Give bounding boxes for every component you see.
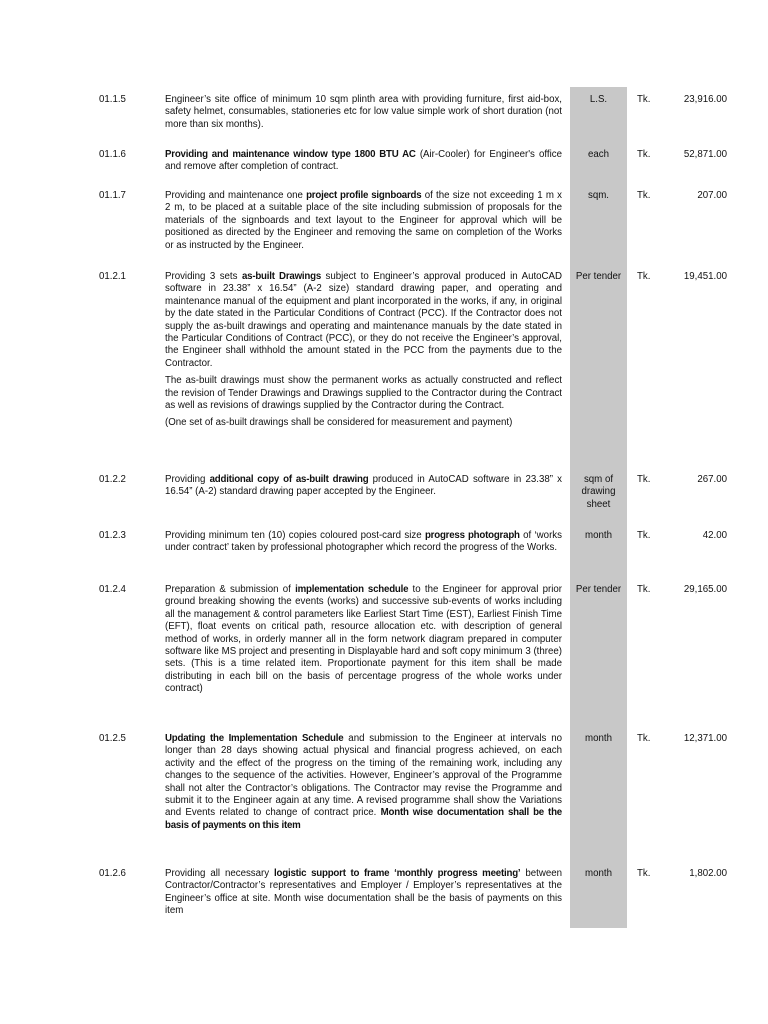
item-unit: L.S. xyxy=(589,94,608,105)
item-unit: month xyxy=(585,733,612,744)
description-paragraph xyxy=(165,190,562,252)
item-unit: sqm. xyxy=(588,190,609,201)
item-rate: 1,802.00 xyxy=(689,868,727,879)
description-paragraph xyxy=(165,271,562,370)
item-code: 01.2.4 xyxy=(99,584,126,595)
description-text: Providing xyxy=(165,474,210,485)
description-paragraph xyxy=(165,530,562,555)
description-paragraph xyxy=(165,868,562,918)
description-paragraph xyxy=(165,417,562,429)
description-text: Providing 3 sets xyxy=(165,271,242,282)
item-rate: 23,916.00 xyxy=(683,94,727,105)
description-paragraph xyxy=(165,474,562,499)
item-rate: 19,451.00 xyxy=(683,271,727,282)
item-description xyxy=(165,271,562,430)
description-paragraph xyxy=(165,733,562,832)
description-bold-text: Providing and maintenance window type 1800 BTU AC xyxy=(165,149,416,160)
item-unit: month xyxy=(585,868,612,879)
item-rate: 52,871.00 xyxy=(683,149,727,160)
description-bold-text: as-built Drawings xyxy=(241,271,322,282)
description-bold-text: implementation schedule xyxy=(295,584,409,595)
item-rate: 207.00 xyxy=(697,190,727,201)
item-unit: sqm of drawing sheet xyxy=(581,474,616,510)
item-currency: Tk. xyxy=(637,149,651,160)
item-description xyxy=(165,190,562,252)
item-unit: each xyxy=(587,149,609,160)
item-rate: 12,371.00 xyxy=(683,733,727,744)
item-currency: Tk. xyxy=(637,733,651,744)
description-text: (One set of as-built drawings shall be considered for measurement and payment) xyxy=(165,417,513,429)
item-code: 01.2.5 xyxy=(99,733,126,744)
description-bold-text: additional copy of as-built drawing xyxy=(209,474,369,485)
item-currency: Tk. xyxy=(637,190,651,201)
description-bold-text: project profile signboards xyxy=(306,190,422,201)
description-text: Providing and maintenance one xyxy=(165,190,307,201)
item-rate: 42.00 xyxy=(702,530,727,541)
item-code: 01.1.6 xyxy=(99,149,126,160)
description-text: of ‘works under contract’ taken by professional photographer which record the progress of the Works. xyxy=(165,530,562,554)
item-currency: Tk. xyxy=(637,868,651,879)
item-description xyxy=(165,584,562,696)
item-currency: Tk. xyxy=(637,474,651,485)
item-code: 01.1.5 xyxy=(99,94,126,105)
description-text: The as-built drawings must show the permanent works as actually constructed and reflect the revision of Tender Drawings and Drawings supplied to the Contractor during the Contract as well as revisions of drawings supplied by the Contractor during the Contract. xyxy=(165,375,562,412)
item-unit: month xyxy=(585,530,612,541)
description-bold-text: progress photograph xyxy=(424,530,520,541)
item-description xyxy=(165,149,562,174)
description-bold-text: Updating the Implementation Schedule xyxy=(165,733,344,744)
item-rate: 29,165.00 xyxy=(683,584,727,595)
item-unit: Per tender xyxy=(575,271,622,282)
item-description xyxy=(165,868,562,918)
item-description xyxy=(165,94,562,131)
description-text: and submission to the Engineer at intervals no longer than 28 days showing actual physical and financial progress achieved, on each activity and the effect of the progress on the timing of the remaining work, including any changes to the sequence of the activities. However, Engineer’s approval of the Programme shall not alter the Contractor’s obligations. The Contractor may revise the Programme and submit it to the Engineer again at any time. A revised programme shall show the Variations and Events related to change of contract price. xyxy=(165,733,562,819)
description-paragraph xyxy=(165,94,562,131)
description-paragraph xyxy=(165,584,562,696)
item-unit: Per tender xyxy=(575,584,622,595)
description-paragraph xyxy=(165,375,562,412)
item-code: 01.2.3 xyxy=(99,530,126,541)
item-code: 01.2.1 xyxy=(99,271,126,282)
item-description xyxy=(165,733,562,832)
item-description xyxy=(165,530,562,555)
item-currency: Tk. xyxy=(637,94,651,105)
item-currency: Tk. xyxy=(637,584,651,595)
item-currency: Tk. xyxy=(637,530,651,541)
description-text: subject to Engineer’s approval produced in AutoCAD software in 23.38” x 16.54” (A-2 size) standard drawing paper, and operating and maintenance manual of the equipment and plant incorporated in the works, if any, in original by the date stated in the Particular Conditions of Contract (PCC). If the Contractor does not supply the as-built drawings and operating and maintenance manuals by the date stated in the Particular Conditions of Contract (PCC), or they do not receive the Engineer’s approval, the Engineer shall withhold the amount stated in the PCC from the payments due to the Contractor. xyxy=(165,271,562,369)
description-text: of the size not exceeding 1 m x 2 m, to be placed at a suitable place of the site including submission of proposals for the materials of the signboards and text layout to the Engineer for approval which will be positioned as directed by the Engineer and removing the same on completion of the Works or as instructed by the Engineer. xyxy=(165,190,562,251)
description-text: (Air-Cooler) for Engineer's office and remove after completion of contract. xyxy=(165,149,563,173)
description-text: produced in AutoCAD software in 23.38” x 16.54” (A-2) standard drawing paper accepted by the Engineer. xyxy=(165,474,562,498)
description-text: between Contractor/Contractor’s representatives and Employer / Employer’s representatives at the Engineer’s office at site. Month wise documentation shall be the basis of payments on this item xyxy=(165,868,562,917)
description-text: Preparation & submission of xyxy=(165,584,296,595)
description-text: to the Engineer for approval prior ground breaking showing the events (works) and successive sub-events of works including all the management & control parameters like Earliest Start Time (EST), Earliest Finish Time (EFT), float events on critical path, resource allocation etc. with description of general method of works, in orderly manner all in the form network diagram prepared in computer software like MS project and presenting in Displayable hard and soft copy minimum 3 (three) sets. (This is a time related item. Proportionate payment for this item shall be made distributing in each bill on the basis of percentage progress of the whole works under contract) xyxy=(165,584,562,695)
description-bold-text: logistic support to frame ‘monthly progress meeting’ xyxy=(274,868,521,879)
item-description xyxy=(165,474,562,499)
description-paragraph xyxy=(165,149,562,174)
item-code: 01.1.7 xyxy=(99,190,126,201)
item-currency: Tk. xyxy=(637,271,651,282)
item-rate: 267.00 xyxy=(697,474,727,485)
item-code: 01.2.6 xyxy=(99,868,126,879)
description-text: Providing minimum ten (10) copies coloured post-card size xyxy=(165,530,425,541)
description-text: Engineer’s site office of minimum 10 sqm plinth area with providing furniture, first aid-box, safety helmet, consumables, stationeries etc for low value simple work of short duration (not more than six months). xyxy=(165,94,562,130)
description-bold-text: Month wise documentation shall be the basis of payments on this item xyxy=(165,807,562,831)
item-code: 01.2.2 xyxy=(99,474,126,485)
description-text: Providing all necessary xyxy=(165,868,275,879)
